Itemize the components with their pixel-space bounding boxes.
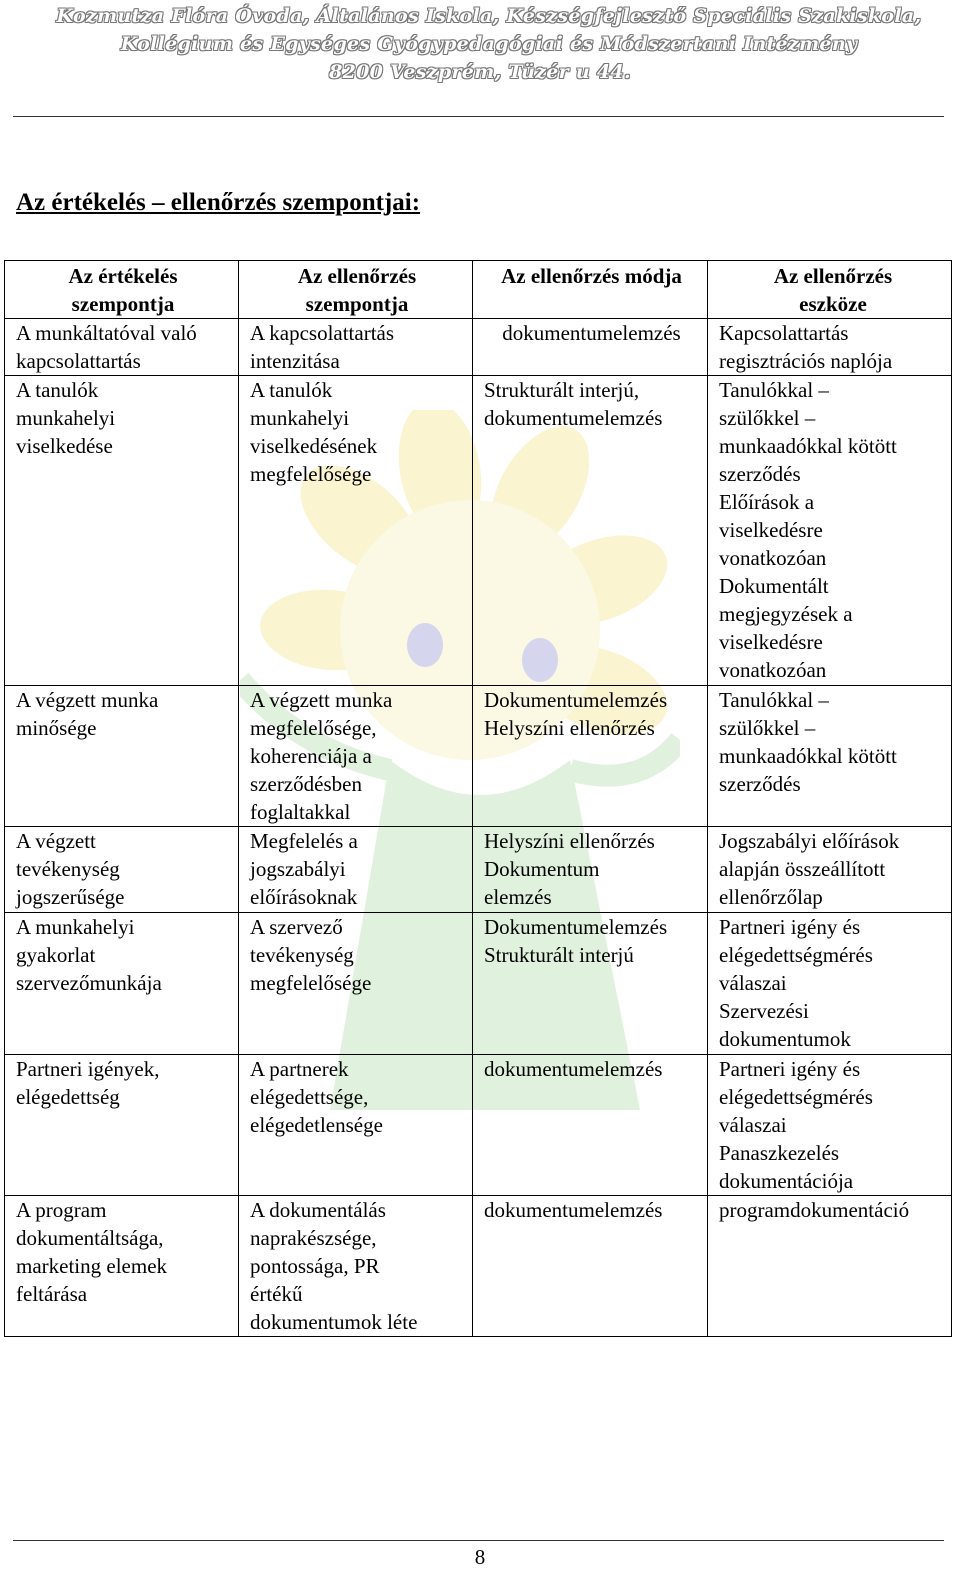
cell-line: A partnerek: [250, 1057, 349, 1081]
cell-line: jogszerűsége: [16, 885, 125, 909]
table-cell: [708, 827, 952, 913]
table-cell: [473, 686, 708, 827]
cell-line: munkahelyi: [250, 406, 350, 430]
table-cell: [5, 376, 239, 686]
cell-line: programdokumentáció: [719, 1198, 910, 1222]
cell-line: szerződés: [719, 772, 801, 796]
cell-line: Dokumentumelemzés: [484, 688, 668, 712]
cell-line: Dokumentumelemzés: [484, 915, 668, 939]
cell-line: A tanulók: [16, 378, 99, 402]
cell-line: munkaadókkal kötött: [719, 434, 897, 458]
cell-line: munkahelyi: [16, 406, 116, 430]
cell-line: Kapcsolattartás: [719, 321, 849, 345]
cell-line: dokumentumelemzés: [484, 406, 663, 430]
cell-line: A végzett munka: [16, 688, 159, 712]
column-header: Az ellenőrzés módja: [473, 261, 708, 319]
cell-line: megjegyzések a: [719, 602, 853, 626]
table-row: [5, 319, 952, 376]
table-cell: [708, 686, 952, 827]
cell-line: Dokumentum: [484, 857, 600, 881]
cell-line: tevékenység: [250, 943, 354, 967]
table-cell: [5, 319, 239, 376]
cell-line: intenzitása: [250, 349, 340, 373]
cell-line: viselkedésre: [719, 630, 823, 654]
letterhead-line-2: Kollégium és Egységes Gyógypedagógiai és Módszertani Intézmény: [120, 33, 858, 55]
table-cell: [5, 686, 239, 827]
cell-line: A dokumentálás: [250, 1198, 386, 1222]
cell-line: dokumentumelemzés: [502, 321, 681, 345]
cell-line: marketing elemek: [16, 1254, 168, 1278]
cell-line: Helyszíni ellenőrzés: [484, 716, 655, 740]
cell-line: A végzett munka: [250, 688, 393, 712]
table-cell: [708, 1055, 952, 1196]
letterhead-line-3: 8200 Veszprém, Tüzér u 44.: [329, 61, 631, 83]
cell-line: Strukturált interjú,: [484, 378, 640, 402]
cell-line: Tanulókkal –: [719, 688, 829, 712]
cell-line: szerződésben: [250, 772, 362, 796]
cell-line: viselkedésének: [250, 434, 378, 458]
letterhead-line-1: Kozmutza Flóra Óvoda, Általános Iskola, Készségfejlesztő Speciális Szakiskola,: [56, 5, 922, 27]
cell-line: elemzés: [484, 885, 552, 909]
table-cell: [473, 1196, 708, 1337]
table-cell: [239, 913, 473, 1055]
cell-line: szülőkkel –: [719, 406, 816, 430]
cell-line: dokumentumok léte: [250, 1310, 418, 1334]
cell-line: elégedettségmérés: [719, 1085, 873, 1109]
cell-line: tevékenység: [16, 857, 120, 881]
table-cell: [708, 1196, 952, 1337]
letterhead: [0, 2, 960, 86]
table-row: [5, 1196, 952, 1337]
cell-line: Megfelelés a: [250, 829, 358, 853]
cell-line: válaszai: [719, 971, 787, 995]
cell-line: előírásoknak: [250, 885, 358, 909]
cell-line: Előírások a: [719, 490, 815, 514]
cell-line: Tanulókkal –: [719, 378, 829, 402]
footer-divider: [13, 1540, 944, 1541]
cell-line: Strukturált interjú: [484, 943, 634, 967]
cell-line: viselkedésre: [719, 518, 823, 542]
column-header: Az értékelés szempontja: [5, 261, 239, 319]
cell-line: A végzett: [16, 829, 96, 853]
cell-line: pontossága, PR: [250, 1254, 380, 1278]
cell-line: megfelelősége: [250, 462, 372, 486]
header-divider: [13, 116, 944, 117]
cell-line: A kapcsolattartás: [250, 321, 395, 345]
table-cell: [708, 319, 952, 376]
cell-line: szülőkkel –: [719, 716, 816, 740]
cell-line: szervezőmunkája: [16, 971, 162, 995]
cell-line: Szervezési: [719, 999, 809, 1023]
cell-line: regisztrációs naplója: [719, 349, 893, 373]
table-cell: [239, 376, 473, 686]
column-header: Az ellenőrzés szempontja: [239, 261, 473, 319]
table-cell: [473, 913, 708, 1055]
cell-line: szerződés: [719, 462, 801, 486]
page-number: 8: [474, 1545, 486, 1569]
cell-line: Dokumentált: [719, 574, 829, 598]
cell-line: foglaltakkal: [250, 800, 351, 824]
table-row: [5, 913, 952, 1055]
cell-line: minősége: [16, 716, 97, 740]
cell-line: elégedettség: [16, 1085, 120, 1109]
table-cell: [239, 1055, 473, 1196]
cell-line: elégedetlensége: [250, 1113, 383, 1137]
cell-line: ellenőrzőlap: [719, 885, 823, 909]
cell-line: elégedettsége,: [250, 1085, 369, 1109]
cell-line: naprakészsége,: [250, 1226, 377, 1250]
cell-line: dokumentáltsága,: [16, 1226, 164, 1250]
table-cell: [239, 1196, 473, 1337]
section-heading: Az értékelés – ellenőrzés szempontjai:: [16, 189, 421, 216]
cell-line: Partneri igény és: [719, 1057, 861, 1081]
cell-line: alapján összeállított: [719, 857, 886, 881]
table-cell: [473, 376, 708, 686]
table-row: [5, 686, 952, 827]
table-cell: [473, 319, 708, 376]
cell-line: vonatkozóan: [719, 658, 827, 682]
table-cell: [5, 913, 239, 1055]
table-row: [5, 827, 952, 913]
cell-line: A munkáltatóval való: [16, 321, 197, 345]
cell-line: A tanulók: [250, 378, 333, 402]
table-row: [5, 1055, 952, 1196]
table-header-row: [5, 261, 952, 319]
table-cell: [239, 319, 473, 376]
cell-line: dokumentumelemzés: [484, 1198, 663, 1222]
cell-line: viselkedése: [16, 434, 113, 458]
cell-line: Partneri igények,: [16, 1057, 160, 1081]
cell-line: dokumentumok: [719, 1027, 851, 1051]
cell-line: Panaszkezelés: [719, 1141, 840, 1165]
cell-line: munkaadókkal kötött: [719, 744, 897, 768]
cell-line: koherenciája a: [250, 744, 372, 768]
table-cell: [239, 686, 473, 827]
cell-line: A program: [16, 1198, 107, 1222]
cell-line: válaszai: [719, 1113, 787, 1137]
table-cell: [5, 1055, 239, 1196]
cell-line: elégedettségmérés: [719, 943, 873, 967]
table-cell: [5, 1196, 239, 1337]
cell-line: dokumentációja: [719, 1169, 854, 1193]
cell-line: kapcsolattartás: [16, 349, 141, 373]
evaluation-table: [4, 260, 952, 1337]
cell-line: A szervező: [250, 915, 343, 939]
table-row: [5, 376, 952, 686]
cell-line: feltárása: [16, 1282, 88, 1306]
cell-line: Partneri igény és: [719, 915, 861, 939]
table-cell: [473, 827, 708, 913]
table-cell: [708, 913, 952, 1055]
cell-line: Jogszabályi előírások: [719, 829, 900, 853]
table-cell: [473, 1055, 708, 1196]
cell-line: megfelelősége: [250, 971, 372, 995]
column-header: Az ellenőrzés eszköze: [708, 261, 952, 319]
cell-line: dokumentumelemzés: [484, 1057, 663, 1081]
cell-line: megfelelősége,: [250, 716, 377, 740]
cell-line: A munkahelyi: [16, 915, 135, 939]
cell-line: értékű: [250, 1282, 303, 1306]
cell-line: Helyszíni ellenőrzés: [484, 829, 655, 853]
cell-line: gyakorlat: [16, 943, 96, 967]
cell-line: vonatkozóan: [719, 546, 827, 570]
cell-line: jogszabályi: [250, 857, 346, 881]
table-cell: [5, 827, 239, 913]
table-cell: [708, 376, 952, 686]
table-cell: [239, 827, 473, 913]
